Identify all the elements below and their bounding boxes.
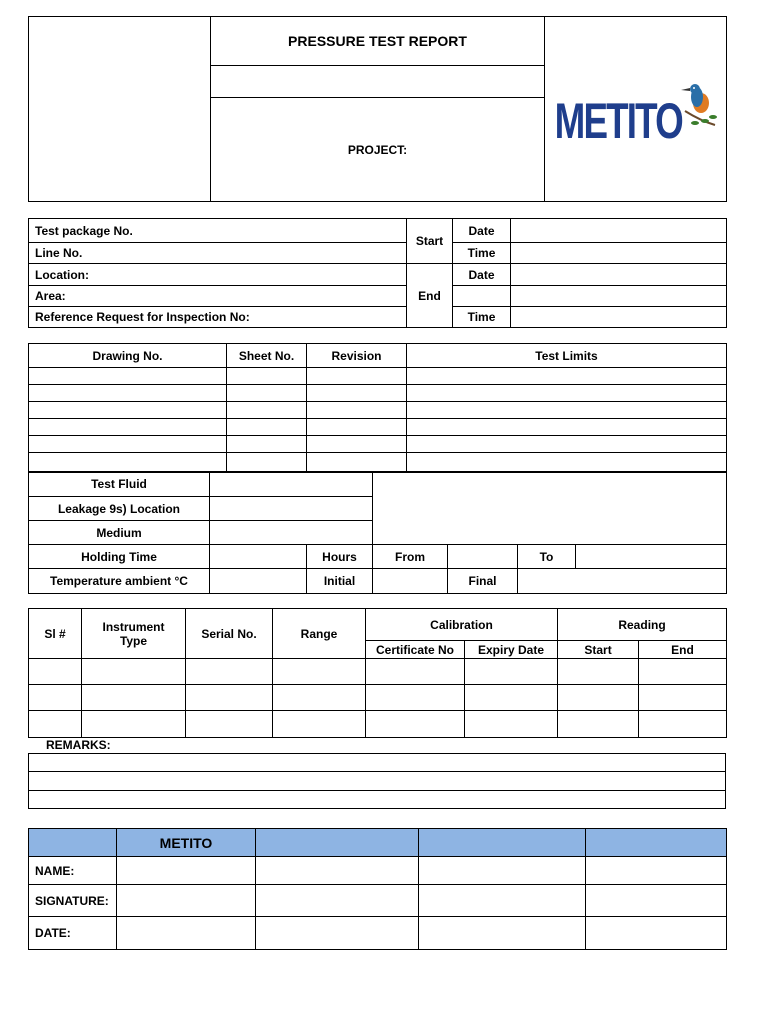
metito-column-header: METITO bbox=[117, 829, 256, 857]
signoff-header-blank bbox=[256, 829, 419, 857]
end-date-field[interactable] bbox=[511, 264, 727, 286]
reference-request-label: Reference Request for Inspection No: bbox=[29, 307, 407, 328]
remarks-line[interactable] bbox=[29, 772, 726, 791]
signoff-header-blank bbox=[586, 829, 727, 857]
end-cell[interactable] bbox=[639, 711, 727, 738]
start-cell[interactable] bbox=[558, 685, 639, 711]
table-row bbox=[29, 385, 727, 402]
signoff-table bbox=[28, 828, 727, 950]
serial-cell[interactable] bbox=[186, 685, 273, 711]
final-field[interactable] bbox=[518, 569, 727, 594]
leakage-location-field[interactable] bbox=[210, 497, 373, 521]
medium-field[interactable] bbox=[210, 521, 373, 545]
sheet-cell[interactable] bbox=[227, 419, 307, 436]
name-field[interactable] bbox=[419, 857, 586, 885]
test-fluid-field[interactable] bbox=[210, 472, 373, 497]
temperature-field[interactable] bbox=[210, 569, 307, 594]
remarks-line[interactable] bbox=[29, 754, 726, 772]
signature-field[interactable] bbox=[256, 885, 419, 917]
end-blank-field[interactable] bbox=[511, 286, 727, 307]
table-row bbox=[29, 436, 727, 453]
reading-header: Reading bbox=[558, 609, 727, 641]
end-date-label: Date bbox=[453, 264, 511, 286]
signature-field[interactable] bbox=[117, 885, 256, 917]
holding-time-label: Holding Time bbox=[29, 545, 210, 569]
name-field[interactable] bbox=[117, 857, 256, 885]
table-row bbox=[29, 659, 727, 685]
name-field[interactable] bbox=[586, 857, 727, 885]
test-package-table bbox=[28, 218, 727, 328]
from-field[interactable] bbox=[448, 545, 518, 569]
start-date-field[interactable] bbox=[511, 219, 727, 243]
expiry-date-header: Expiry Date bbox=[465, 641, 558, 659]
date-field[interactable] bbox=[117, 917, 256, 950]
serial-cell[interactable] bbox=[186, 711, 273, 738]
range-header: Range bbox=[273, 609, 366, 659]
drawing-cell[interactable] bbox=[29, 402, 227, 419]
reading-start-header: Start bbox=[558, 641, 639, 659]
header-subtitle-cell[interactable] bbox=[211, 66, 545, 98]
from-label: From bbox=[373, 545, 448, 569]
revision-cell[interactable] bbox=[307, 419, 407, 436]
instrument-type-line1: Instrument bbox=[102, 619, 165, 634]
instruments-table bbox=[28, 608, 727, 738]
initial-field[interactable] bbox=[373, 569, 448, 594]
sl-header: Sl # bbox=[29, 609, 82, 659]
revision-cell[interactable] bbox=[307, 453, 407, 473]
test-limits-header: Test Limits bbox=[407, 344, 727, 368]
sheet-no-header: Sheet No. bbox=[227, 344, 307, 368]
revision-cell[interactable] bbox=[307, 368, 407, 385]
params-blank-area bbox=[373, 472, 727, 545]
table-row bbox=[29, 685, 727, 711]
serial-cell[interactable] bbox=[186, 659, 273, 685]
table-row bbox=[29, 368, 727, 385]
type-cell[interactable] bbox=[82, 711, 186, 738]
expiry-cell[interactable] bbox=[465, 685, 558, 711]
remarks-line[interactable] bbox=[29, 791, 726, 809]
sheet-cell[interactable] bbox=[227, 368, 307, 385]
start-date-label: Date bbox=[453, 219, 511, 243]
location-label: Location: bbox=[29, 264, 407, 286]
project-label: PROJECT: bbox=[211, 98, 545, 202]
test-package-label: Test package No. bbox=[29, 219, 407, 243]
calibration-header: Calibration bbox=[366, 609, 558, 641]
certificate-cell[interactable] bbox=[366, 659, 465, 685]
expiry-cell[interactable] bbox=[465, 711, 558, 738]
end-cell[interactable] bbox=[639, 685, 727, 711]
start-time-field[interactable] bbox=[511, 243, 727, 264]
drawing-cell[interactable] bbox=[29, 368, 227, 385]
certificate-no-header: Certificate No bbox=[366, 641, 465, 659]
start-cell[interactable] bbox=[558, 659, 639, 685]
revision-cell[interactable] bbox=[307, 402, 407, 419]
certificate-cell[interactable] bbox=[366, 685, 465, 711]
drawing-cell[interactable] bbox=[29, 453, 227, 473]
hours-label: Hours bbox=[307, 545, 373, 569]
signature-field[interactable] bbox=[419, 885, 586, 917]
table-row bbox=[29, 711, 727, 738]
start-cell[interactable] bbox=[558, 711, 639, 738]
line-no-label: Line No. bbox=[29, 243, 407, 264]
drawing-no-header: Drawing No. bbox=[29, 344, 227, 368]
type-cell[interactable] bbox=[82, 659, 186, 685]
name-label: NAME: bbox=[29, 857, 117, 885]
final-label: Final bbox=[448, 569, 518, 594]
table-row bbox=[29, 453, 727, 473]
remarks-label: REMARKS: bbox=[46, 738, 111, 752]
signoff-corner-cell bbox=[29, 829, 117, 857]
limits-cell[interactable] bbox=[407, 402, 727, 419]
instrument-type-header bbox=[82, 609, 186, 659]
sheet-cell[interactable] bbox=[227, 402, 307, 419]
logo-text: METITO bbox=[554, 93, 682, 143]
start-time-label: Time bbox=[453, 243, 511, 264]
type-cell[interactable] bbox=[82, 685, 186, 711]
name-field[interactable] bbox=[256, 857, 419, 885]
end-cell[interactable] bbox=[639, 659, 727, 685]
instrument-type-line2: Type bbox=[119, 633, 148, 648]
test-fluid-label: Test Fluid bbox=[29, 472, 210, 497]
table-row bbox=[29, 402, 727, 419]
sl-cell[interactable] bbox=[29, 659, 82, 685]
sl-cell[interactable] bbox=[29, 711, 82, 738]
sheet-cell[interactable] bbox=[227, 453, 307, 473]
end-label: End bbox=[407, 264, 453, 328]
sheet-cell[interactable] bbox=[227, 385, 307, 402]
range-cell[interactable] bbox=[273, 711, 366, 738]
report-title: PRESSURE TEST REPORT bbox=[211, 17, 545, 66]
date-field[interactable] bbox=[256, 917, 419, 950]
drawing-cell[interactable] bbox=[29, 385, 227, 402]
limits-cell[interactable] bbox=[407, 385, 727, 402]
revision-header: Revision bbox=[307, 344, 407, 368]
range-cell[interactable] bbox=[273, 685, 366, 711]
limits-cell[interactable] bbox=[407, 453, 727, 473]
holding-time-field[interactable] bbox=[210, 545, 307, 569]
limits-cell[interactable] bbox=[407, 419, 727, 436]
to-field[interactable] bbox=[576, 545, 727, 569]
date-label: DATE: bbox=[29, 917, 117, 950]
medium-label: Medium bbox=[29, 521, 210, 545]
logo-cell bbox=[545, 17, 727, 202]
end-time-field[interactable] bbox=[511, 307, 727, 328]
reading-end-header: End bbox=[639, 641, 727, 659]
initial-label: Initial bbox=[307, 569, 373, 594]
kingfisher-bird-icon bbox=[681, 84, 717, 125]
limits-cell[interactable] bbox=[407, 436, 727, 453]
drawings-table bbox=[28, 343, 727, 473]
limits-cell[interactable] bbox=[407, 368, 727, 385]
start-label: Start bbox=[407, 219, 453, 264]
end-time-label: Time bbox=[453, 307, 511, 328]
table-row bbox=[29, 419, 727, 436]
remarks-table bbox=[28, 753, 726, 809]
serial-no-header: Serial No. bbox=[186, 609, 273, 659]
date-field[interactable] bbox=[419, 917, 586, 950]
to-label: To bbox=[518, 545, 576, 569]
expiry-cell[interactable] bbox=[465, 659, 558, 685]
signature-label: SIGNATURE: bbox=[29, 885, 117, 917]
end-blank-cell[interactable] bbox=[453, 286, 511, 307]
signoff-header-blank bbox=[419, 829, 586, 857]
drawing-cell[interactable] bbox=[29, 436, 227, 453]
test-parameters-table bbox=[28, 471, 727, 594]
temperature-label: Temperature ambient °C bbox=[29, 569, 210, 594]
date-field[interactable] bbox=[586, 917, 727, 950]
metito-logo bbox=[551, 73, 721, 143]
leakage-location-label: Leakage 9s) Location bbox=[29, 497, 210, 521]
header-blank-cell bbox=[29, 17, 211, 202]
revision-cell[interactable] bbox=[307, 385, 407, 402]
revision-cell[interactable] bbox=[307, 436, 407, 453]
drawing-cell[interactable] bbox=[29, 419, 227, 436]
report-header bbox=[28, 16, 727, 202]
signature-field[interactable] bbox=[586, 885, 727, 917]
range-cell[interactable] bbox=[273, 659, 366, 685]
sl-cell[interactable] bbox=[29, 685, 82, 711]
sheet-cell[interactable] bbox=[227, 436, 307, 453]
certificate-cell[interactable] bbox=[366, 711, 465, 738]
area-label: Area: bbox=[29, 286, 407, 307]
